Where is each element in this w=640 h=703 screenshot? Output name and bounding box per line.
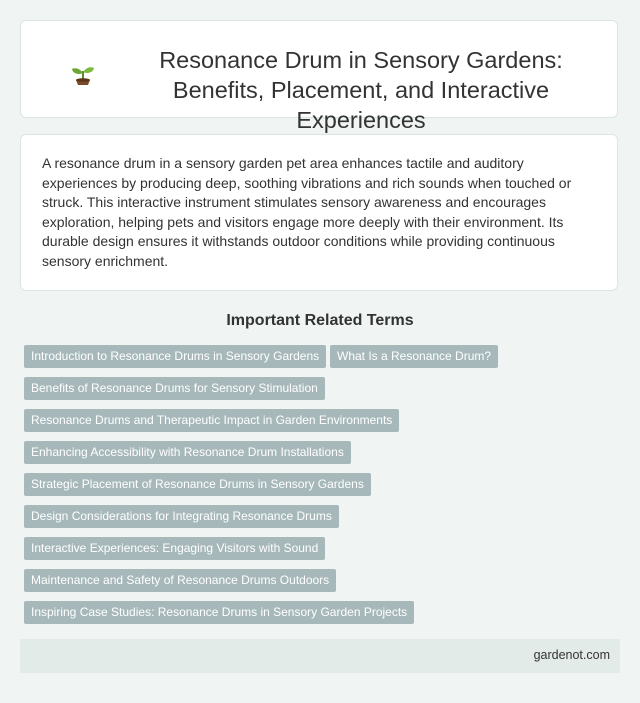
related-terms-heading: Important Related Terms <box>226 312 414 329</box>
footer <box>20 639 620 673</box>
footer-site-link[interactable]: gardenot.com <box>533 648 610 662</box>
term-design-considerations[interactable]: Design Considerations for Integrating Resonance Drums <box>24 505 339 528</box>
term-interactive-experiences[interactable]: Interactive Experiences: Engaging Visitors with Sound <box>24 537 325 560</box>
term-strategic-placement[interactable]: Strategic Placement of Resonance Drums in Sensory Gardens <box>24 473 371 496</box>
description-card <box>20 134 618 291</box>
term-introduction[interactable]: Introduction to Resonance Drums in Sensory Gardens <box>24 345 326 368</box>
term-what-is[interactable]: What Is a Resonance Drum? <box>330 345 498 368</box>
term-therapeutic-impact[interactable]: Resonance Drums and Therapeutic Impact in Garden Environments <box>24 409 399 432</box>
term-accessibility[interactable]: Enhancing Accessibility with Resonance Drum Installations <box>24 441 351 464</box>
term-maintenance-safety[interactable]: Maintenance and Safety of Resonance Drums Outdoors <box>24 569 336 592</box>
term-benefits[interactable]: Benefits of Resonance Drums for Sensory Stimulation <box>24 377 325 400</box>
page-title: Resonance Drum in Sensory Gardens: Benefits, Placement, and Interactive Experiences <box>159 47 563 133</box>
title-card <box>20 20 618 133</box>
term-case-studies[interactable]: Inspiring Case Studies: Resonance Drums in Sensory Garden Projects <box>24 601 414 624</box>
seedling-icon <box>69 63 97 93</box>
description-text: A resonance drum in a sensory garden pet area enhances tactile and auditory experiences by producing deep, soothing vibrations and rich sounds when touched or struck. This interactive instrument stimulates sensory awareness and encourages exploration, helping pets and visitors engage more deeply with their environment. Its durable design ensures it withstands outdoor conditions while providing continuous sensory enrichment. <box>42 155 572 269</box>
